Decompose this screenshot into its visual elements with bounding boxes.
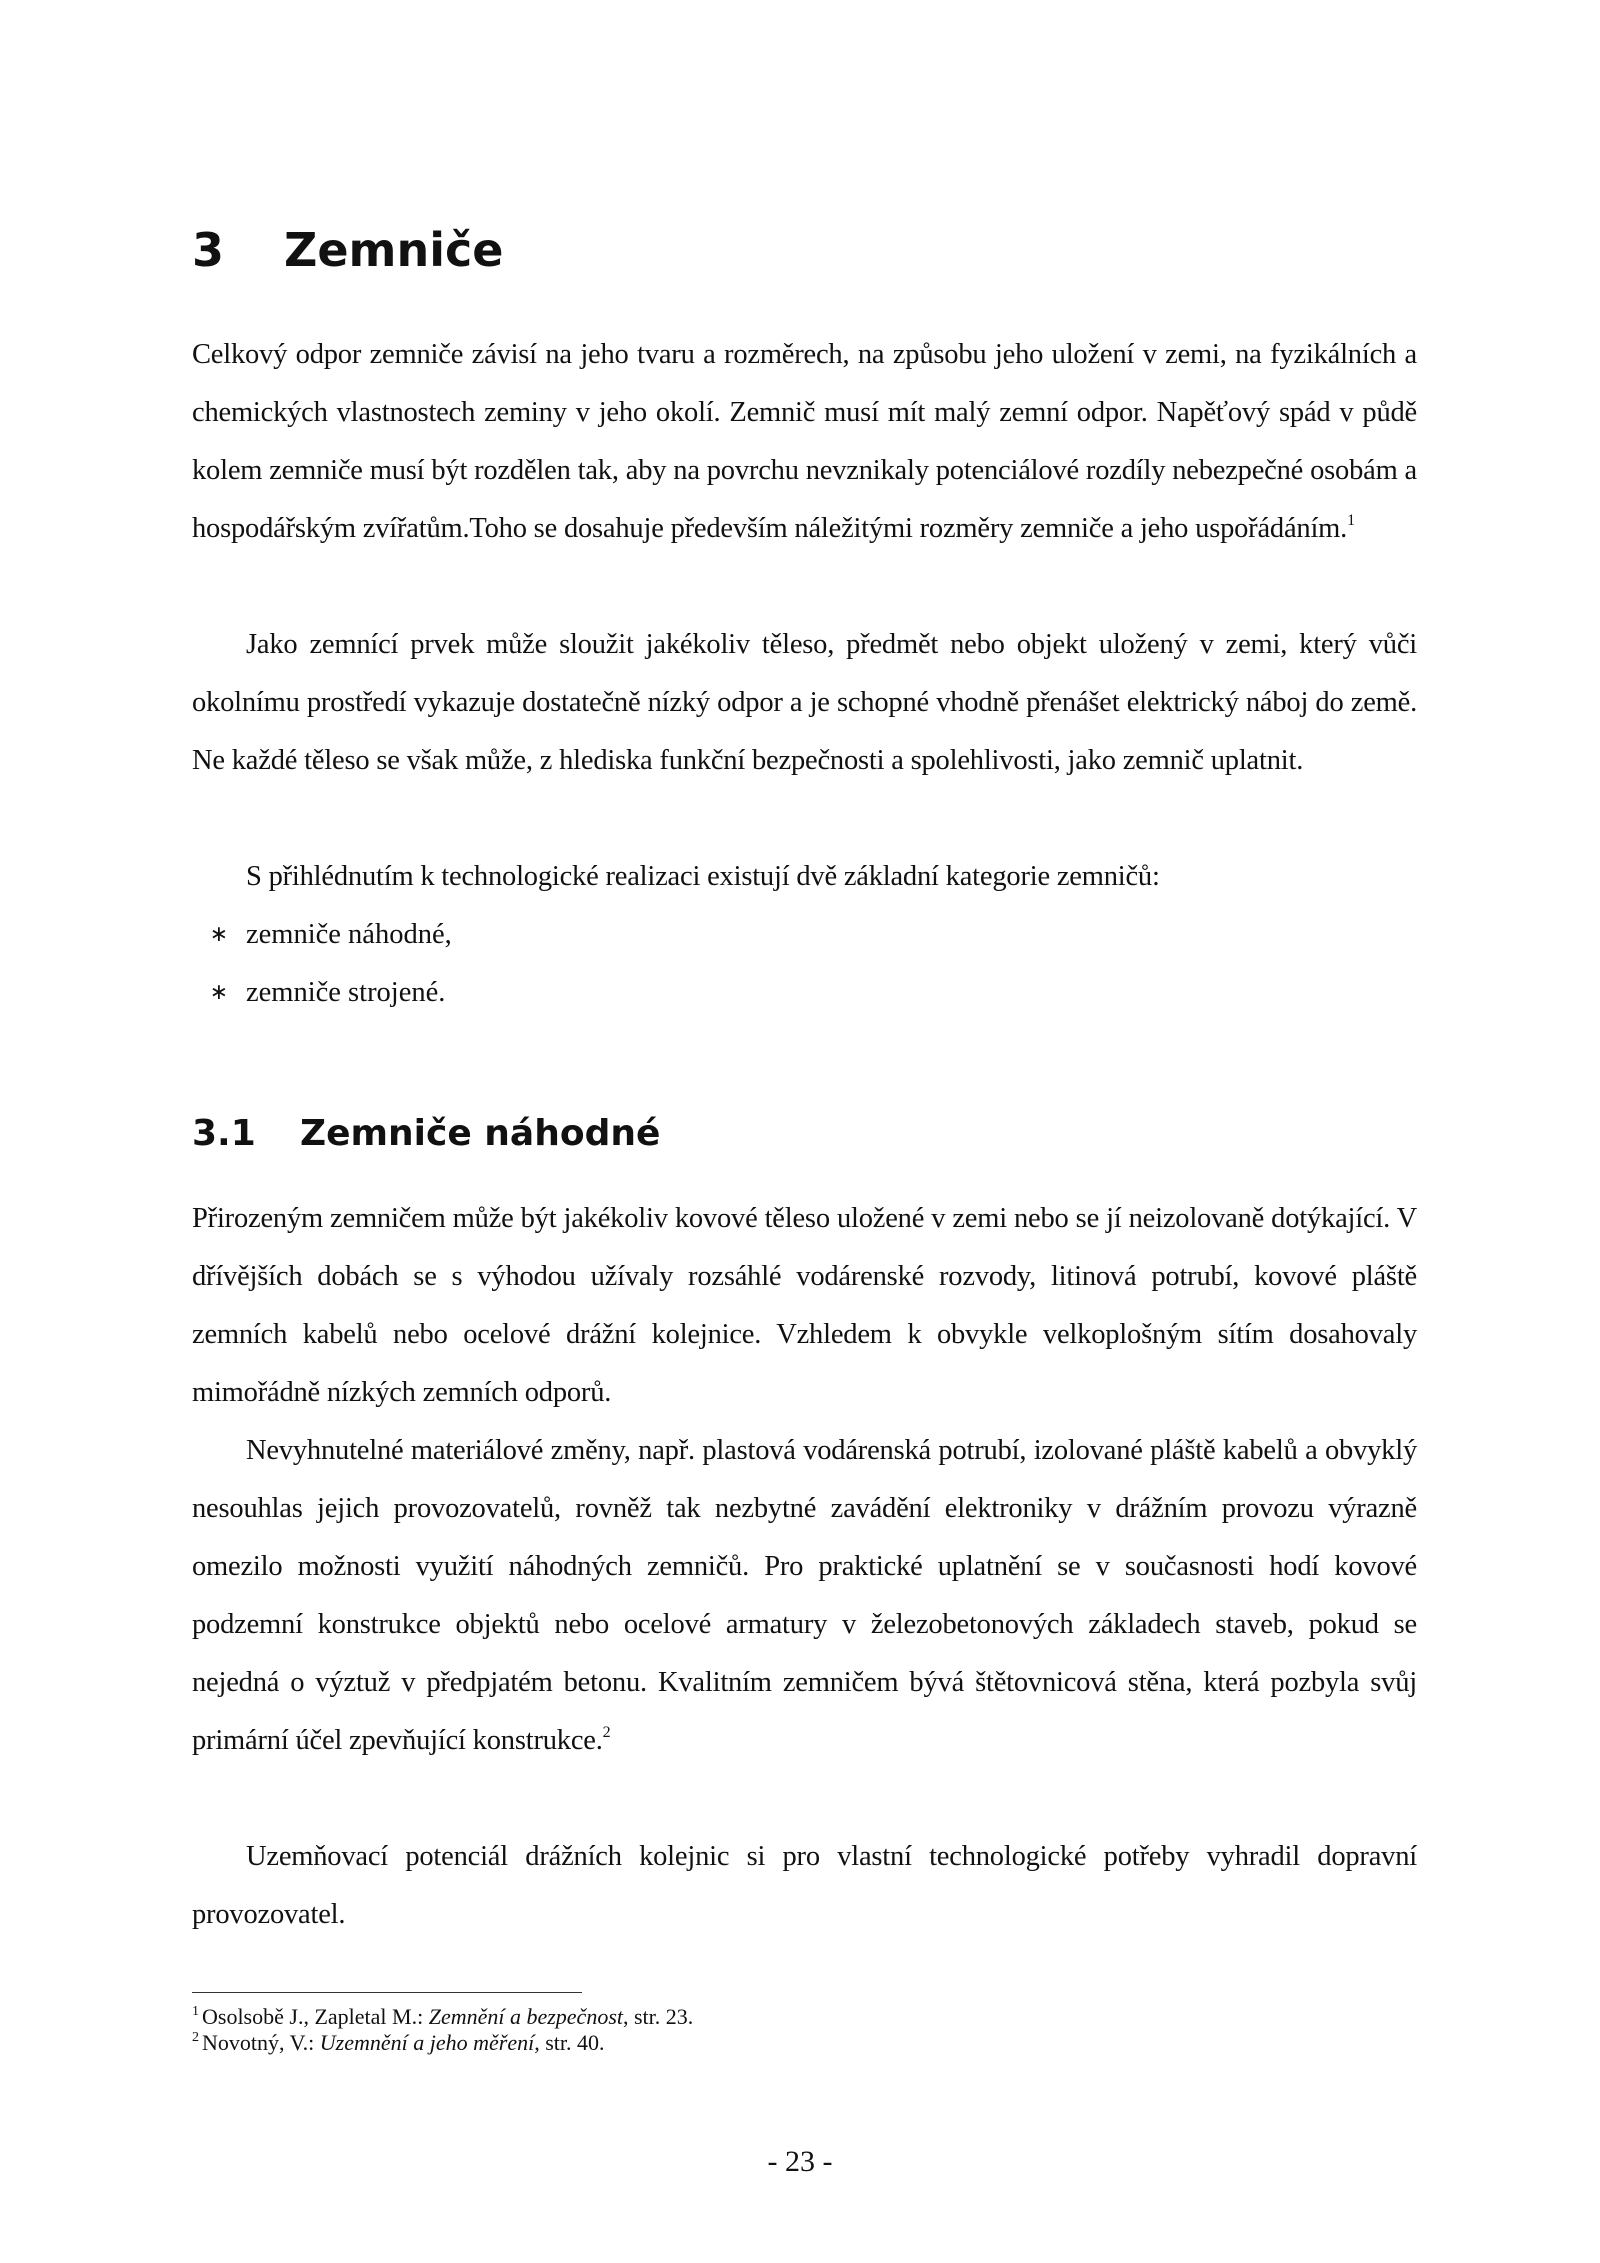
section-number: 3.1 — [192, 1113, 256, 1154]
section-heading — [192, 1112, 660, 1156]
section-paragraph-2: Nevyhnutelné materiálové změny, např. plastová vodárenská potrubí, izolované pláště kabelů a obvyklý nesouhlas jejich provozovatelů, rovněž tak nezbytné zavádění elektroniky v drážním provozu výrazně omezilo možnosti využití náhodných zemničů. Pro praktické uplatnění se v současnosti hodí kovové podzemní konstrukce objektů nebo ocelové armatury v železobetonových základech staveb, pokud se nejedná o výztuž v předpjatém betonu. Kvalitním zemničem bývá štětovnicová stěna, která pozbyla svůj primární účel zpevňující konstrukce.$^2$ — [192, 1435, 1417, 1756]
chapter-paragraph-3: S přihlédnutím k technologické realizaci existují dvě základní kategorie zemničů: — [246, 861, 1160, 892]
asterisk-bullet-icon: ∗ — [209, 980, 229, 1005]
chapter-paragraph-2: Jako zemnící prvek může sloužit jakékoliv těleso, předmět nebo objekt uložený v zemi, který vůči okolnímu prostředí vykazuje dostatečně nízký odpor a je schopné vhodně přenášet elektrický náboj do země. Ne každé těleso se však může, z hlediska funkční bezpečnosti a spolehlivosti, jako zemnič uplatnit. — [192, 629, 1417, 776]
list-item-text: zemniče náhodné, — [246, 919, 452, 950]
footnote-ref-1[interactable]: 1 — [1347, 512, 1355, 529]
list-item — [192, 906, 452, 964]
asterisk-bullet-icon: ∗ — [209, 922, 229, 947]
footnote-1-title: Zemnění a bezpečnost — [428, 2004, 623, 2029]
chapter-paragraph-1: Celkový odpor zemniče závisí na jeho tvaru a rozměrech, na způsobu jeho uložení v zemi, na fyzikálních a chemických vlastnostech zeminy v jeho okolí. Zemnič musí mít malý zemní odpor. Napěťový spád v půdě kolem zemniče musí být rozdělen tak, aby na povrchu nevznikaly potenciálové rozdíly nebezpečné osobám a hospodářským zvířatům.Toho se dosahuje především náležitými rozměry zemniče a jeho uspořádáním.$^1$ — [192, 339, 1417, 544]
chapter-title: Zemniče — [284, 223, 504, 277]
footnote-divider — [192, 1992, 582, 1993]
footnote-1: $^1$ Osolsobě J., Zapletal M.: Zemnění a bezpečnost, str. 23. — [192, 2004, 694, 2029]
category-list — [192, 906, 452, 1022]
footnotes — [192, 2004, 693, 2056]
list-item — [192, 964, 452, 1022]
footnote-2-title: Uzemnění a jeho měření — [319, 2030, 535, 2055]
section-title: Zemniče náhodné — [300, 1113, 661, 1154]
footnote-2: $^2$ Novotný, V.: Uzemnění a jeho měření, str. 40. — [192, 2030, 605, 2055]
chapter-number: 3 — [192, 223, 225, 277]
section-paragraph-1: Přirozeným zemničem může být jakékoliv kovové těleso uložené v zemi nebo se jí neizolovaně dotýkající. V dřívějších dobách se s výhodou užívaly rozsáhlé vodárenské rozvody, litinová potrubí, kovové pláště zemních kabelů nebo ocelové drážní kolejnice. Vzhledem k obvykle velkoplošným sítím dosahovaly mimořádně nízkých zemních odporů. — [192, 1203, 1417, 1408]
footnote-ref-2[interactable]: 2 — [602, 1724, 611, 1741]
list-item-text: zemniče strojené. — [246, 977, 446, 1008]
page-number: - 23 - — [767, 2145, 833, 2178]
chapter-heading — [192, 222, 503, 278]
section-paragraph-3: Uzemňovací potenciál drážních kolejnic si pro vlastní technologické potřeby vyhradil dopravní provozovatel. — [192, 1841, 1417, 1930]
